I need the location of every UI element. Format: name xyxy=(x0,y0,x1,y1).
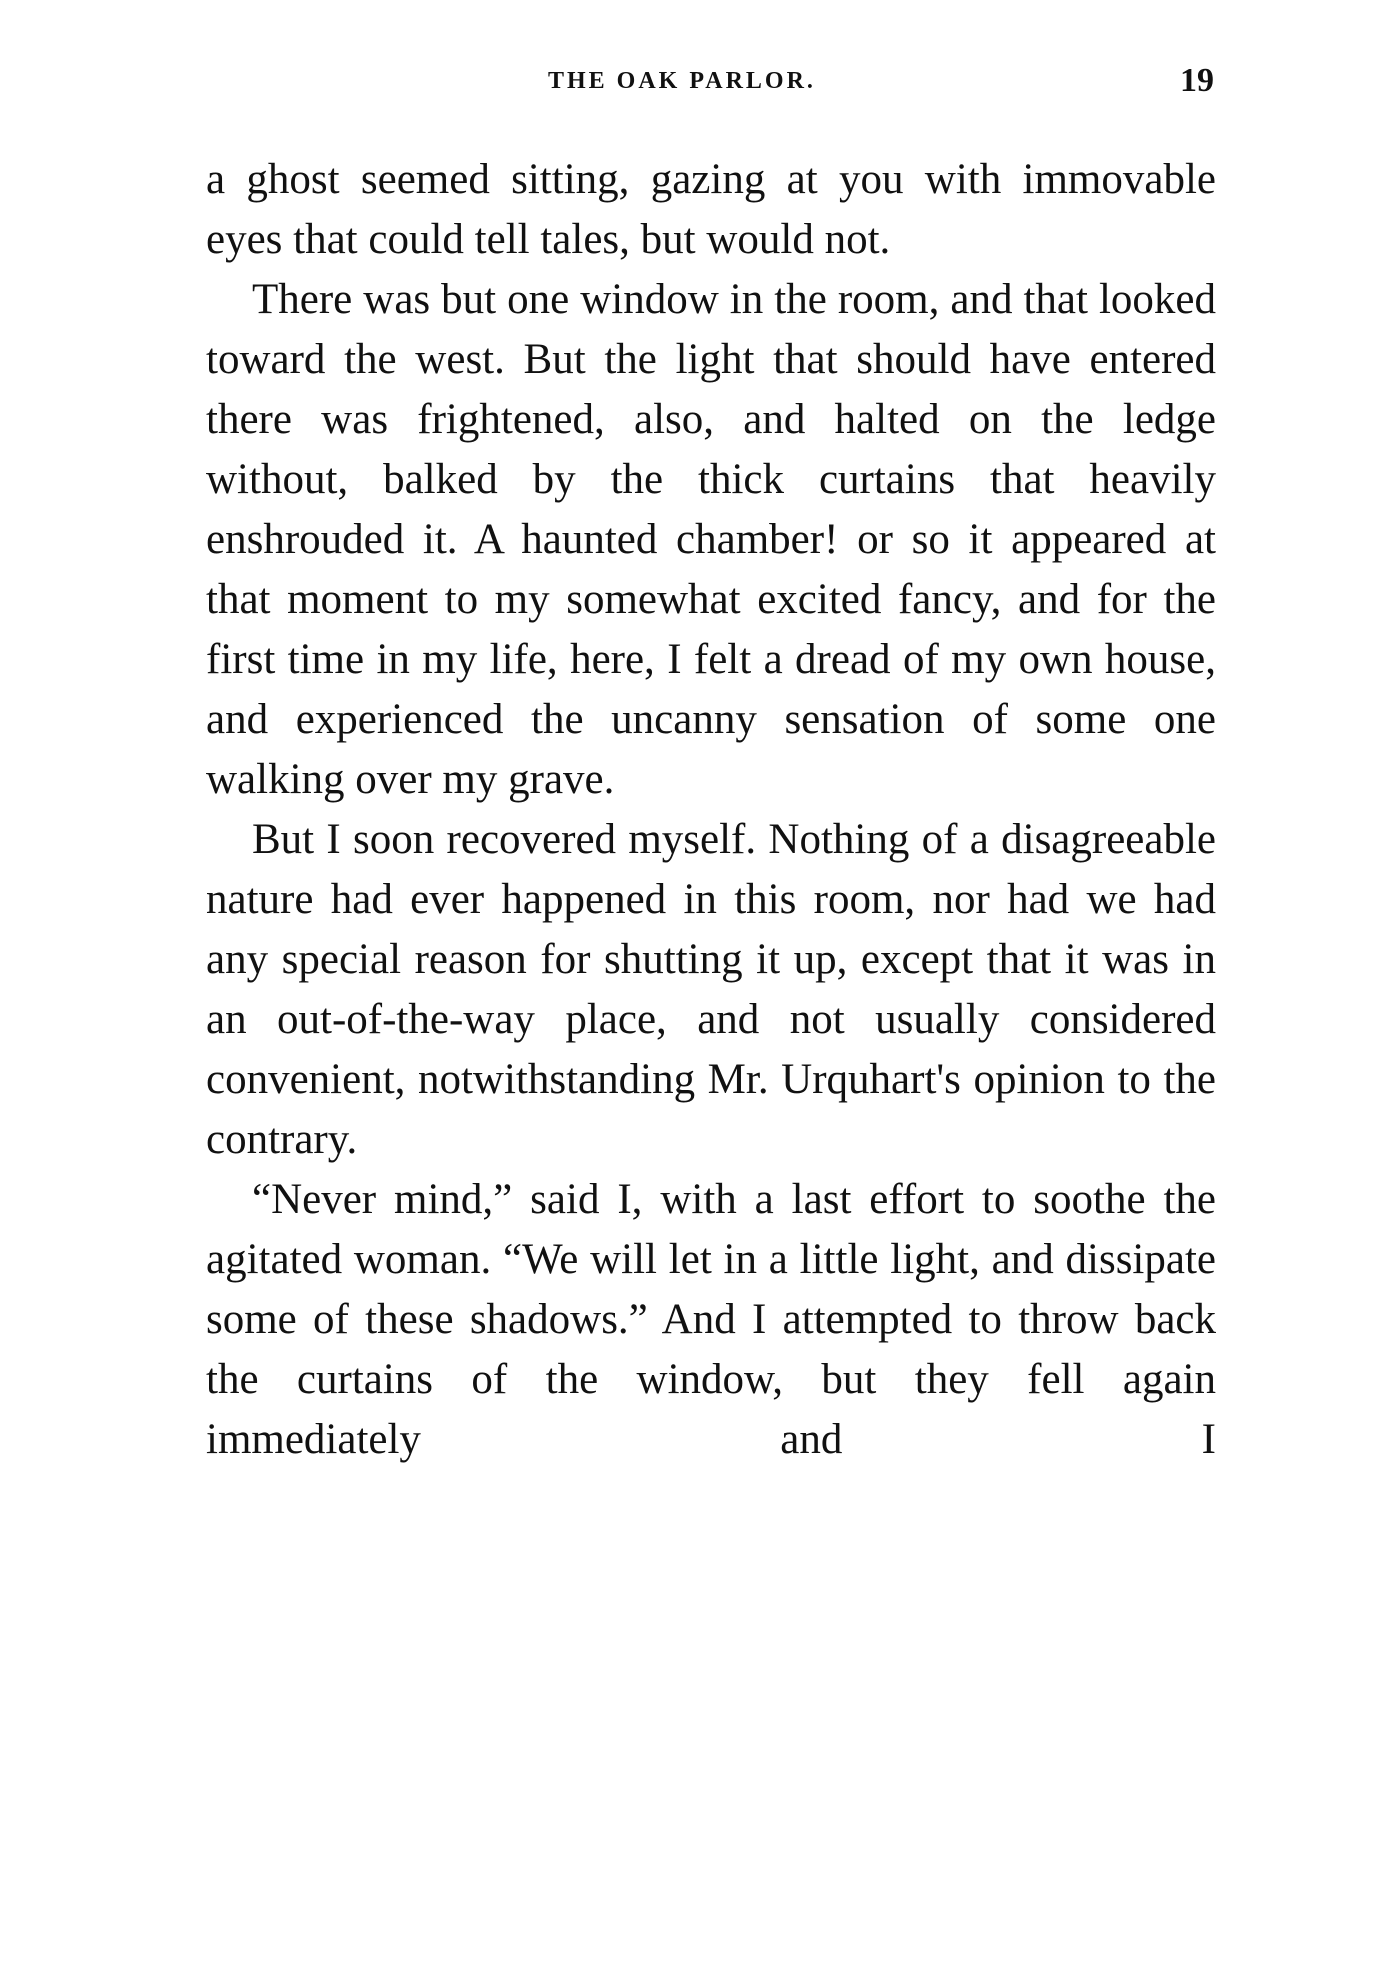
paragraph-3: But I soon recovered myself. Nothing of a disagreeable nature had ever happened in this room, nor had we had any special reason for shutting it up, except that it was in an out-of-the-way place, and not usually considered convenient, notwithstanding Mr. Urquhart's opinion to the contrary. xyxy=(206,816,1216,1163)
paragraph-4: “Never mind,” said I, with a last effort to soothe the agitated woman. “We will let in a little light, and dissipate some of these shadows.” And I attempted to throw back the curtains of the window, but they fell again immediately and I xyxy=(206,1176,1216,1463)
body-text xyxy=(206,150,1216,1470)
paragraph-2: There was but one window in the room, and that looked toward the west. But the light that should have entered there was frightened, also, and halted on the ledge without, balked by the thick curtains that heavily enshrouded it. A haunted chamber! or so it appeared at that moment to my somewhat excited fancy, and for the first time in my life, here, I felt a dread of my own house, and experienced the uncanny sensation of some one walking over my grave. xyxy=(206,276,1216,803)
page-number: 19 xyxy=(1180,62,1214,99)
running-title: THE OAK PARLOR. xyxy=(548,68,816,94)
paragraph-1: a ghost seemed sitting, gazing at you with immovable eyes that could tell tales, but would not. xyxy=(206,156,1216,263)
